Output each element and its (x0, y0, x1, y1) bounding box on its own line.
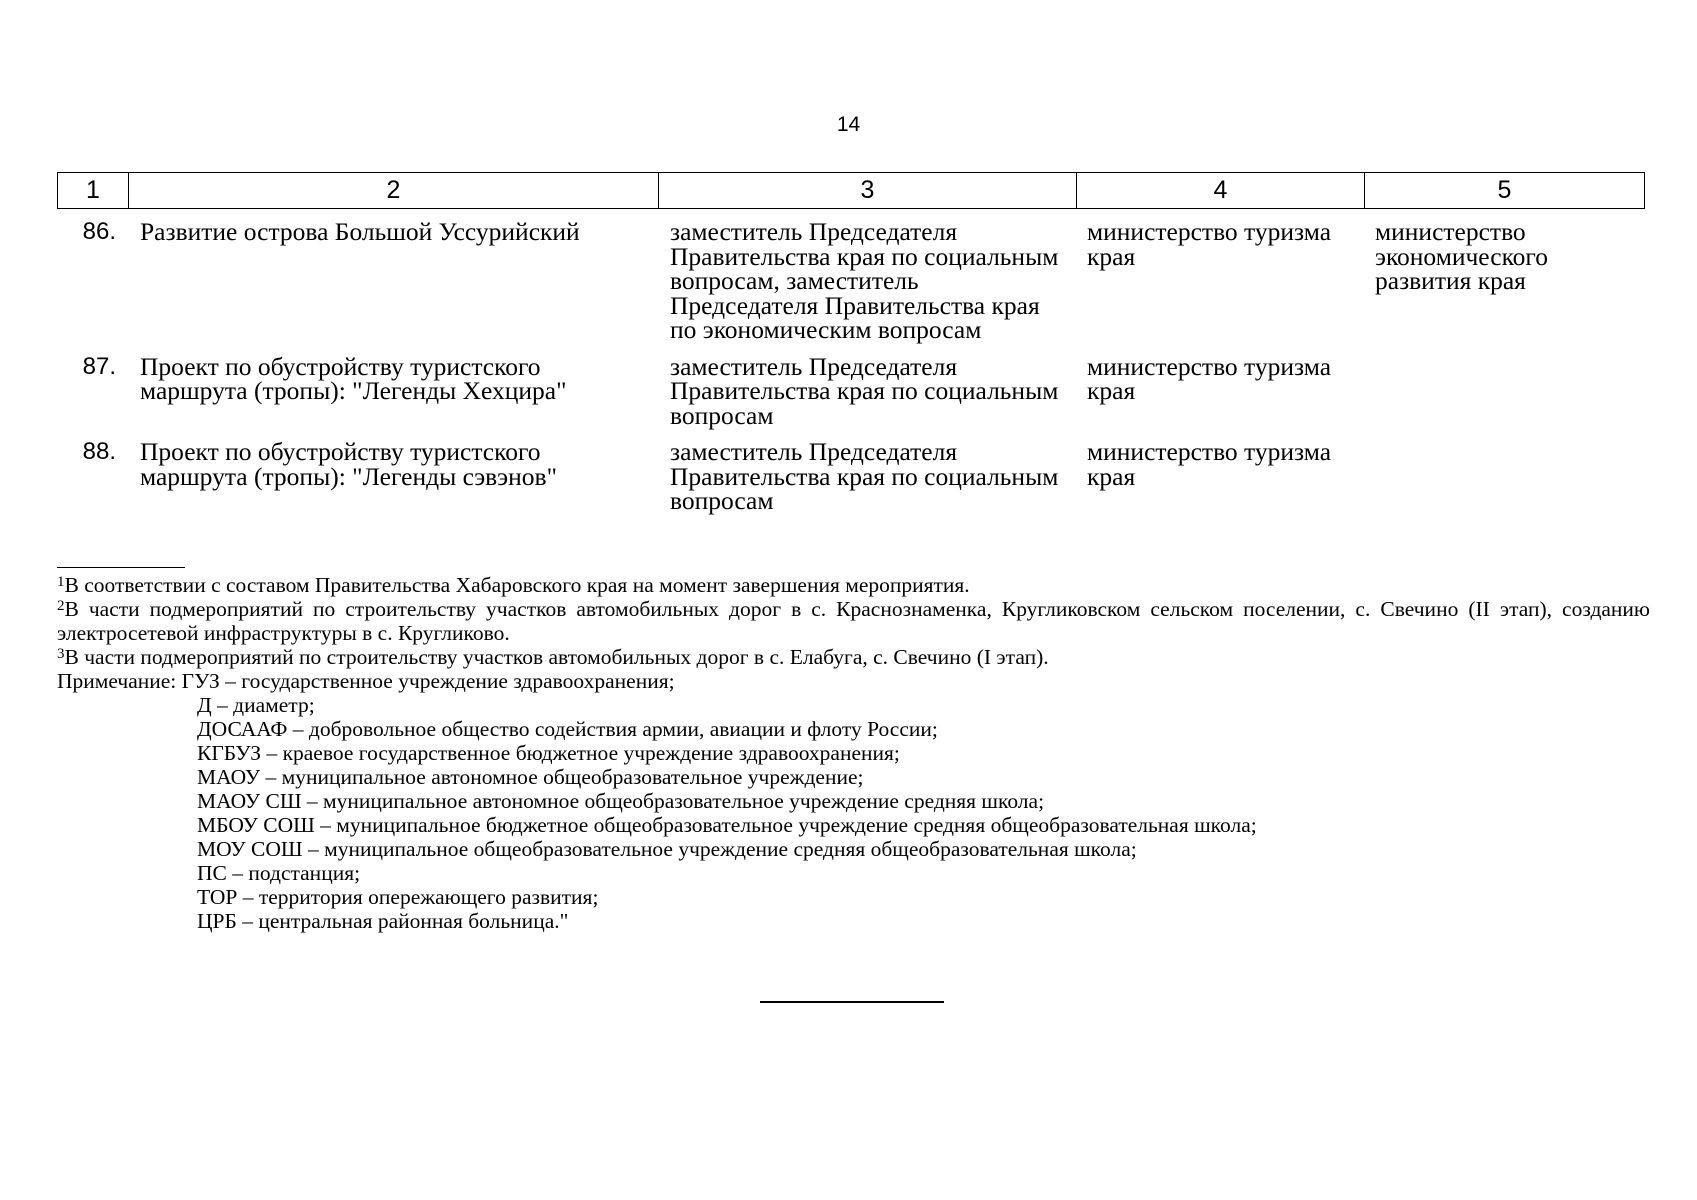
row-coexecutor (1364, 355, 1644, 441)
row-responsible: заместитель Председателя Правительства края по социальным вопросам (670, 437, 1059, 515)
list-item: ТОР – территория опережающего развития; (197, 885, 599, 909)
row-coexecutor: министерство экономического развития края (1375, 217, 1548, 295)
footnote-mark: 3 (57, 646, 65, 662)
abbreviation-list (57, 693, 1650, 933)
footnote-text: В части подмероприятий по строительству участков автомобильных дорог в с. Краснознаменка, Кругликовском сельском поселении, с. Свечино (II этап), созданию электросетевой инфраструктуры в с. Кругликово. (57, 597, 1650, 645)
header-row (58, 173, 1645, 209)
footnote-3 (57, 645, 1650, 669)
list-item: КГБУЗ – краевое государственное бюджетное учреждение здравоохранения; (197, 741, 900, 765)
list-item: ЦРБ – центральная районная больница." (197, 909, 569, 933)
footnote-separator (57, 567, 185, 568)
row-name: Развитие острова Большой Уссурийский (140, 217, 580, 246)
row-name: Проект по обустройству туристского маршрута (тропы): "Легенды сэвэнов" (140, 437, 557, 491)
footnote-mark: 1 (57, 574, 65, 590)
footnote-1 (57, 573, 1650, 597)
note-first-item: ГУЗ – государственное учреждение здравоохранения; (181, 669, 675, 693)
row-number: 87. (82, 352, 116, 380)
row-executor: министерство туризма края (1087, 351, 1332, 405)
row-number: 86. (82, 218, 116, 245)
row-number: 88. (82, 438, 116, 465)
footnotes-section (57, 573, 1650, 933)
footnote-mark: 2 (57, 598, 65, 614)
page-number: 14 (836, 113, 861, 136)
list-item: ПС – подстанция; (197, 861, 361, 885)
header-col-2: 2 (129, 173, 659, 209)
header-col-1: 1 (58, 173, 129, 209)
footnote-text: В соответствии с составом Правительства Хабаровского края на момент завершения мероприятия. (64, 573, 970, 597)
list-item: МБОУ СОШ – муниципальное бюджетное общеобразовательное учреждение средняя общеобразовательная школа; (197, 813, 1257, 837)
header-col-4: 4 (1077, 173, 1365, 209)
footnote-text: В части подмероприятий по строительству участков автомобильных дорог в с. Елабуга, с. Свечино (I этап). (64, 645, 1049, 669)
table-body (57, 217, 1644, 526)
footnote-2 (57, 597, 1650, 645)
note-first-line (57, 669, 1650, 693)
row-name: Проект по обустройству туристского маршрута (тропы): "Легенды Хехцира" (140, 351, 567, 405)
list-item: МАОУ – муниципальное автономное общеобразовательное учреждение; (197, 765, 864, 789)
row-responsible: заместитель Председателя Правительства края по социальным вопросам, заместитель Председателя Правительства края по экономическим вопросам (670, 217, 1059, 344)
list-item: ДОСААФ – добровольное общество содействия армии, авиации и флоту России; (197, 717, 938, 741)
table-row (57, 220, 1644, 355)
list-item: МОУ СОШ – муниципальное общеобразовательное учреждение средняя общеобразовательная школа; (197, 837, 1137, 861)
list-item: МАОУ СШ – муниципальное автономное общеобразовательное учреждение средняя школа; (197, 789, 1045, 813)
row-coexecutor (1364, 440, 1644, 526)
table-header (57, 172, 1645, 209)
row-executor: министерство туризма края (1087, 437, 1332, 491)
header-col-5: 5 (1365, 173, 1645, 209)
row-executor: министерство туризма края (1087, 217, 1332, 271)
table-row (57, 355, 1644, 441)
end-separator (760, 1001, 944, 1003)
row-responsible: заместитель Председателя Правительства края по социальным вопросам (670, 351, 1059, 430)
table-row (57, 440, 1644, 526)
list-item: Д – диаметр; (197, 693, 315, 717)
note-label: Примечание: (57, 669, 177, 693)
header-col-3: 3 (659, 173, 1077, 209)
